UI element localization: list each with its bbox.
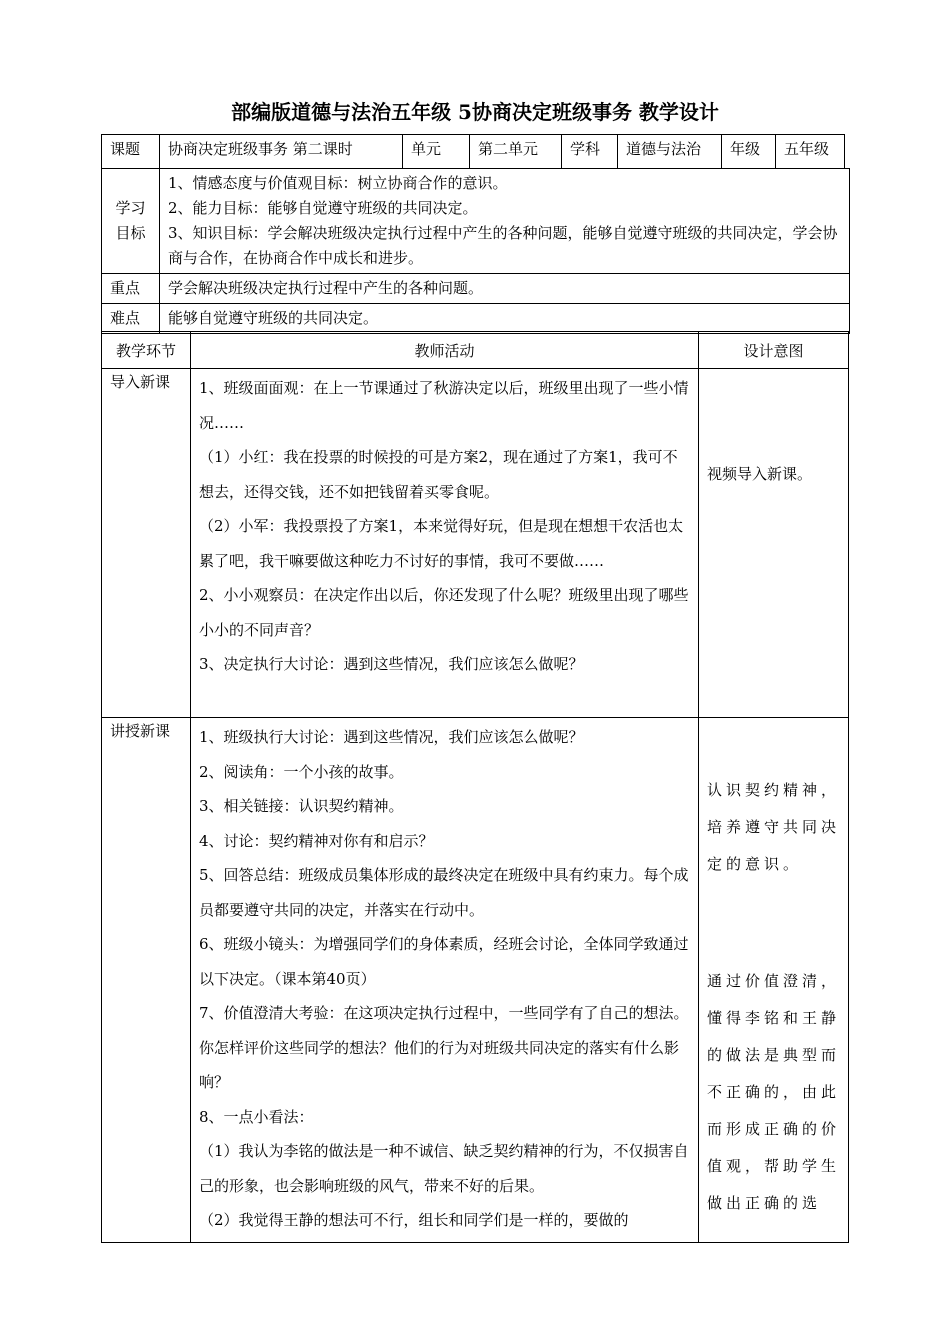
difficulty-label: 难点 bbox=[102, 304, 160, 334]
page-title: 部编版道德与法治五年级 5协商决定班级事务 教学设计 bbox=[231, 100, 719, 124]
goal-item: 1、情感态度与价值观目标：树立协商合作的意识。 bbox=[168, 174, 508, 192]
activity-line: 2、小小观察员：在决定作出以后，你还发现了什么呢？班级里出现了哪些小小的不同声音？ bbox=[199, 586, 689, 639]
activity-line: 8、一点小看法： bbox=[199, 1107, 314, 1126]
key-point-value: 学会解决班级决定执行过程中产生的各种问题。 bbox=[160, 274, 850, 304]
info-table bbox=[101, 134, 845, 169]
activity-line: 6、班级小镜头：为增强同学们的身体素质，经班会讨论，全体同学致通过以下决定。（课本第40页） bbox=[199, 935, 689, 988]
activity-line: （2）我觉得王静的想法可不行，组长和同学们是一样的，要做的 bbox=[199, 1211, 629, 1229]
activity-line: （1）我认为李铭的做法是一种不诚信、缺乏契约精神的行为，不仅损害自己的形象，也会影响班级的风气，带来不好的后果。 bbox=[199, 1142, 689, 1195]
topic-label: 课题 bbox=[102, 135, 160, 169]
activity-line: 3、决定执行大讨论：遇到这些情况，我们应该怎么做呢？ bbox=[199, 655, 584, 673]
unit-value: 第二单元 bbox=[470, 135, 562, 169]
activity-header: 教师活动 bbox=[191, 332, 699, 369]
difficulty-value: 能够自觉遵守班级的共同决定。 bbox=[160, 304, 850, 334]
activity-line: （1）小红：我在投票的时候投的可是方案2，现在通过了方案1，我可不想去，还得交钱，还不如把钱留着买零食呢。 bbox=[199, 448, 678, 501]
goals-table bbox=[101, 168, 850, 334]
intent-header: 设计意图 bbox=[699, 332, 849, 369]
unit-label: 单元 bbox=[403, 135, 470, 169]
activity-line: 5、回答总结：班级成员集体形成的最终决定在班级中具有约束力。每个成员都要遵守共同的决定，并落实在行动中。 bbox=[199, 866, 689, 919]
process-table bbox=[101, 331, 849, 1243]
grade-value: 五年级 bbox=[776, 135, 845, 169]
stage-activity bbox=[191, 369, 699, 718]
intent-text: 认识契约精神，培养遵守共同决定的意识。 bbox=[707, 781, 841, 873]
subject-label: 学科 bbox=[562, 135, 618, 169]
activity-line: 2、阅读角：一个小孩的故事。 bbox=[199, 762, 404, 781]
stage-intent bbox=[699, 718, 849, 1243]
stage-intent: 视频导入新课。 bbox=[699, 369, 849, 718]
subject-value: 道德与法治 bbox=[618, 135, 722, 169]
grade-label: 年级 bbox=[722, 135, 776, 169]
stage-header: 教学环节 bbox=[102, 332, 191, 369]
intent-text: 通过价值澄清，懂得李铭和王静的做法是典型而不正确的，由此而形成正确的价值观，帮助学生做出正确的选 bbox=[707, 972, 841, 1212]
stage-activity bbox=[191, 718, 699, 1243]
activity-line: 4、讨论：契约精神对你有和启示？ bbox=[199, 831, 434, 850]
goal-item: 3、知识目标：学会解决班级决定执行过程中产生的各种问题，能够自觉遵守班级的共同决定，学会协商与合作，在协商合作中成长和进步。 bbox=[168, 224, 838, 267]
stage-name: 导入新课 bbox=[102, 369, 191, 718]
activity-line: 7、价值澄清大考验：在这项决定执行过程中，一些同学有了自己的想法。你怎样评价这些同学的想法？他们的行为对班级共同决定的落实有什么影响？ bbox=[199, 1004, 689, 1091]
topic-value: 协商决定班级事务 第二课时 bbox=[160, 135, 403, 169]
activity-line: 3、相关链接：认识契约精神。 bbox=[199, 797, 404, 815]
activity-line: 1、班级面面观：在上一节课通过了秋游决定以后，班级里出现了一些小情况…… bbox=[199, 379, 689, 432]
activity-line: （2）小军：我投票投了方案1，本来觉得好玩，但是现在想想干农活也太累了吧，我干嘛要做这种吃力不讨好的事情，我可不要做…… bbox=[199, 517, 684, 570]
stage-name: 讲授新课 bbox=[102, 718, 191, 1243]
activity-line: 1、班级执行大讨论：遇到这些情况，我们应该怎么做呢？ bbox=[199, 728, 584, 746]
goal-item: 2、能力目标：能够自觉遵守班级的共同决定。 bbox=[168, 199, 478, 217]
goals-content bbox=[160, 169, 850, 274]
goals-label: 学习 目标 bbox=[102, 169, 160, 274]
key-point-label: 重点 bbox=[102, 274, 160, 304]
